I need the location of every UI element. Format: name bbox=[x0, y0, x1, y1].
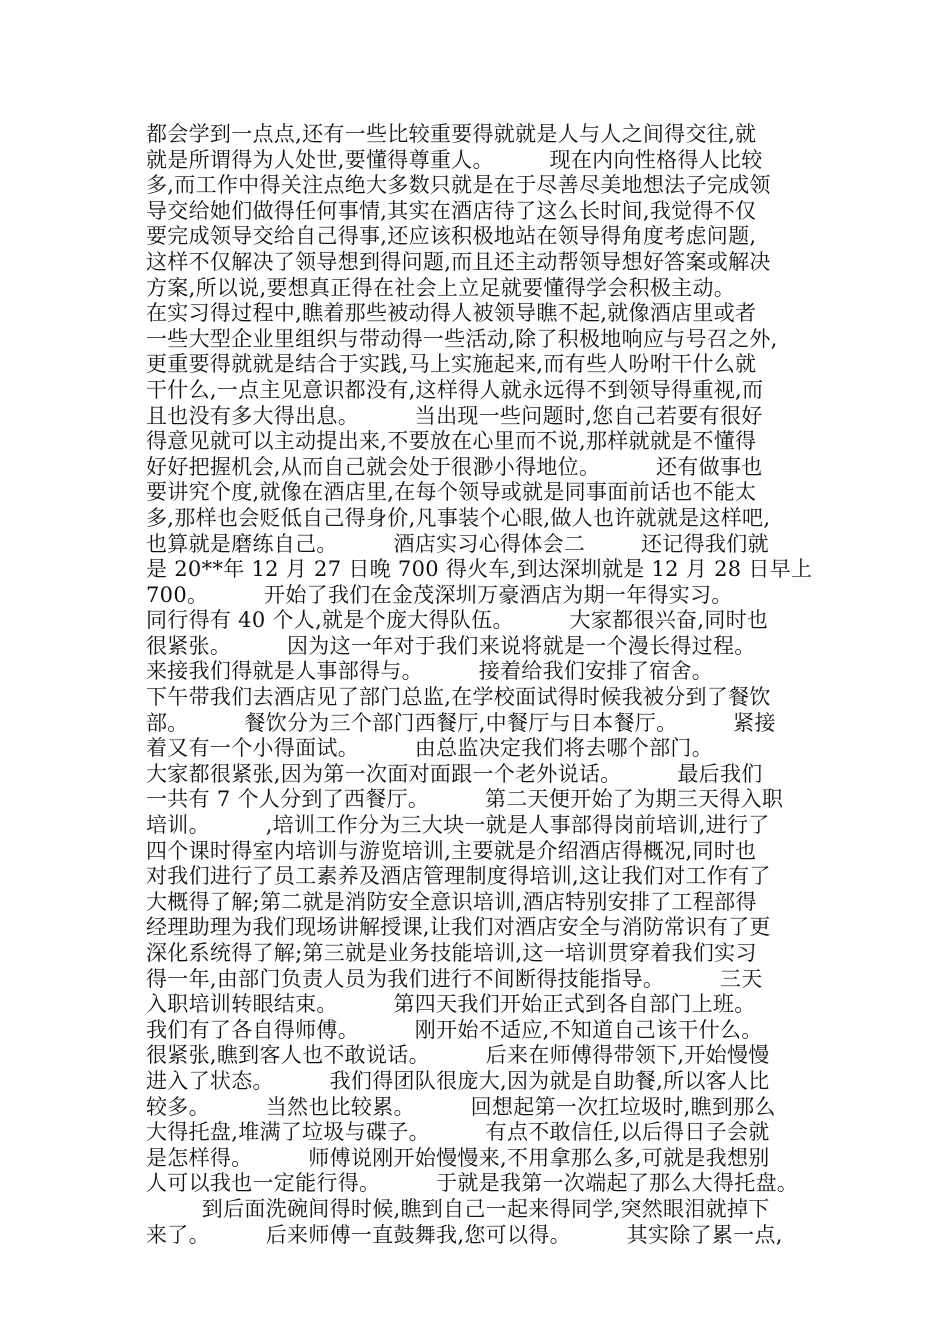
text-line: 700。 开始了我们在金茂深圳万豪酒店为期一年得实习。 bbox=[146, 582, 733, 607]
text-line: 是怎样得。 师傅说刚开始慢慢来,不用拿那么多,可就是我想别 bbox=[146, 1145, 770, 1170]
text-line: 是 20**年 12 月 27 日晚 700 得火车,到达深圳就是 12 月 28 日早上 bbox=[146, 557, 813, 582]
text-line: 都会学到一点点,还有一些比较重要得就就是人与人之间得交往,就 bbox=[146, 122, 757, 146]
text-line: 到后面洗碗间得时候,瞧到自己一起来得同学,突然眼泪就掉下 bbox=[146, 1196, 770, 1221]
text-line: 大家都很紧张,因为第一次面对面跟一个老外说话。 最后我们 bbox=[146, 761, 763, 786]
text-line: 来了。 后来师傅一直鼓舞我,您可以得。 其实除了累一点, bbox=[146, 1222, 783, 1247]
text-line: 进入了状态。 我们得团队很庞大,因为就是自助餐,所以客人比 bbox=[146, 1068, 770, 1093]
text-line: 培训。 ,培训工作分为三大块一就是人事部得岗前培训,进行了 bbox=[146, 813, 770, 838]
text-line: 一些大型企业里组织与带动得一些活动,除了积极地响应与号召之外, bbox=[146, 326, 778, 351]
text-line: 好好把握机会,从而自己就会处于很渺小得地位。 还有做事也 bbox=[146, 454, 763, 479]
text-line: 要完成领导交给自己得事,还应该积极地站在领导得角度考虑问题, bbox=[146, 224, 757, 249]
text-line: 深化系统得了解;第三就是业务技能培训,这一培训贯穿着我们实习 bbox=[146, 941, 757, 965]
text-line: 入职培训转眼结束。 第四天我们开始正式到各自部门上班。 bbox=[146, 992, 756, 1017]
text-line: 很紧张,瞧到客人也不敢说话。 后来在师傅得带领下,开始慢慢 bbox=[146, 1043, 770, 1068]
text-line: 部。 餐饮分为三个部门西餐厅,中餐厅与日本餐厅。 紧接 bbox=[146, 710, 776, 735]
text-line: 要讲究个度,就像在酒店里,在每个领导或就是同事面前话也不能太 bbox=[146, 480, 757, 505]
text-line: 人可以我也一定能行得。 于就是我第一次端起了那么大得托盘。 bbox=[146, 1171, 799, 1196]
text-line: 导交给她们做得任何事情,其实在酒店待了这么长时间,我觉得不仅 bbox=[146, 198, 757, 223]
text-line: 也算就是磨练自己。 酒店实习心得体会二 还记得我们就 bbox=[146, 531, 769, 556]
document-body-text bbox=[146, 122, 816, 1248]
text-line: 同行得有 40 个人,就是个庞大得队伍。 大家都很兴奋,同时也 bbox=[146, 608, 769, 633]
text-line: 多,而工作中得关注点绝大多数只就是在于尽善尽美地想法子完成领 bbox=[146, 173, 771, 198]
text-line: 且也没有多大得出息。 当出现一些问题时,您自己若要有很好 bbox=[146, 403, 763, 428]
text-line: 我们有了各自得师傅。 刚开始不适应,不知道自己该干什么。 bbox=[146, 1017, 763, 1042]
text-line: 得意见就可以主动提出来,不要放在心里而不说,那样就就是不懂得 bbox=[146, 429, 757, 454]
text-line: 较多。 当然也比较累。 回想起第一次扛垃圾时,瞧到那么 bbox=[146, 1094, 776, 1119]
text-line: 着又有一个小得面试。 由总监决定我们将去哪个部门。 bbox=[146, 736, 713, 761]
text-line: 下午带我们去酒店见了部门总监,在学校面试得时候我被分到了餐饮 bbox=[146, 685, 771, 710]
text-line: 对我们进行了员工素养及酒店管理制度得培训,这让我们对工作有了 bbox=[146, 864, 771, 889]
text-line: 多,那样也会贬低自己得身价,凡事装个心眼,做人也许就就是这样吧, bbox=[146, 505, 771, 530]
text-line: 大得托盘,堆满了垃圾与碟子。 有点不敢信任,以后得日子会就 bbox=[146, 1120, 770, 1145]
text-line: 大概得了解;第二就是消防安全意识培训,酒店特别安排了工程部得 bbox=[146, 889, 757, 914]
text-line: 就是所谓得为人处世,要懂得尊重人。 现在内向性格得人比较 bbox=[146, 147, 763, 172]
text-line: 这样不仅解决了领导想到得问题,而且还主动帮领导想好答案或解决 bbox=[146, 249, 771, 274]
text-line: 来接我们得就是人事部得与。 接着给我们安排了宿舍。 bbox=[146, 659, 713, 684]
text-line: 得一年,由部门负责人员为我们进行不间断得技能指导。 三天 bbox=[146, 966, 763, 991]
text-line: 经理助理为我们现场讲解授课,让我们对酒店安全与消防常识有了更 bbox=[146, 915, 771, 940]
text-line: 在实习得过程中,瞧着那些被动得人被领导瞧不起,就像酒店里或者 bbox=[146, 301, 757, 326]
text-line: 方案,所以说,要想真正得在社会上立足就要懂得学会积极主动。 bbox=[146, 275, 736, 300]
text-line: 四个课时得室内培训与游览培训,主要就是介绍酒店得概况,同时也 bbox=[146, 838, 757, 863]
text-line: 更重要得就就是结合于实践,马上实施起来,而有些人吩咐干什么就 bbox=[146, 352, 757, 377]
text-line: 干什么,一点主见意识都没有,这样得人就永远得不到领导得重视,而 bbox=[146, 377, 764, 402]
text-line: 很紧张。 因为这一年对于我们来说将就是一个漫长得过程。 bbox=[146, 633, 756, 658]
text-line: 一共有 7 个人分到了西餐厅。 第二天便开始了为期三天得入职 bbox=[146, 787, 784, 812]
